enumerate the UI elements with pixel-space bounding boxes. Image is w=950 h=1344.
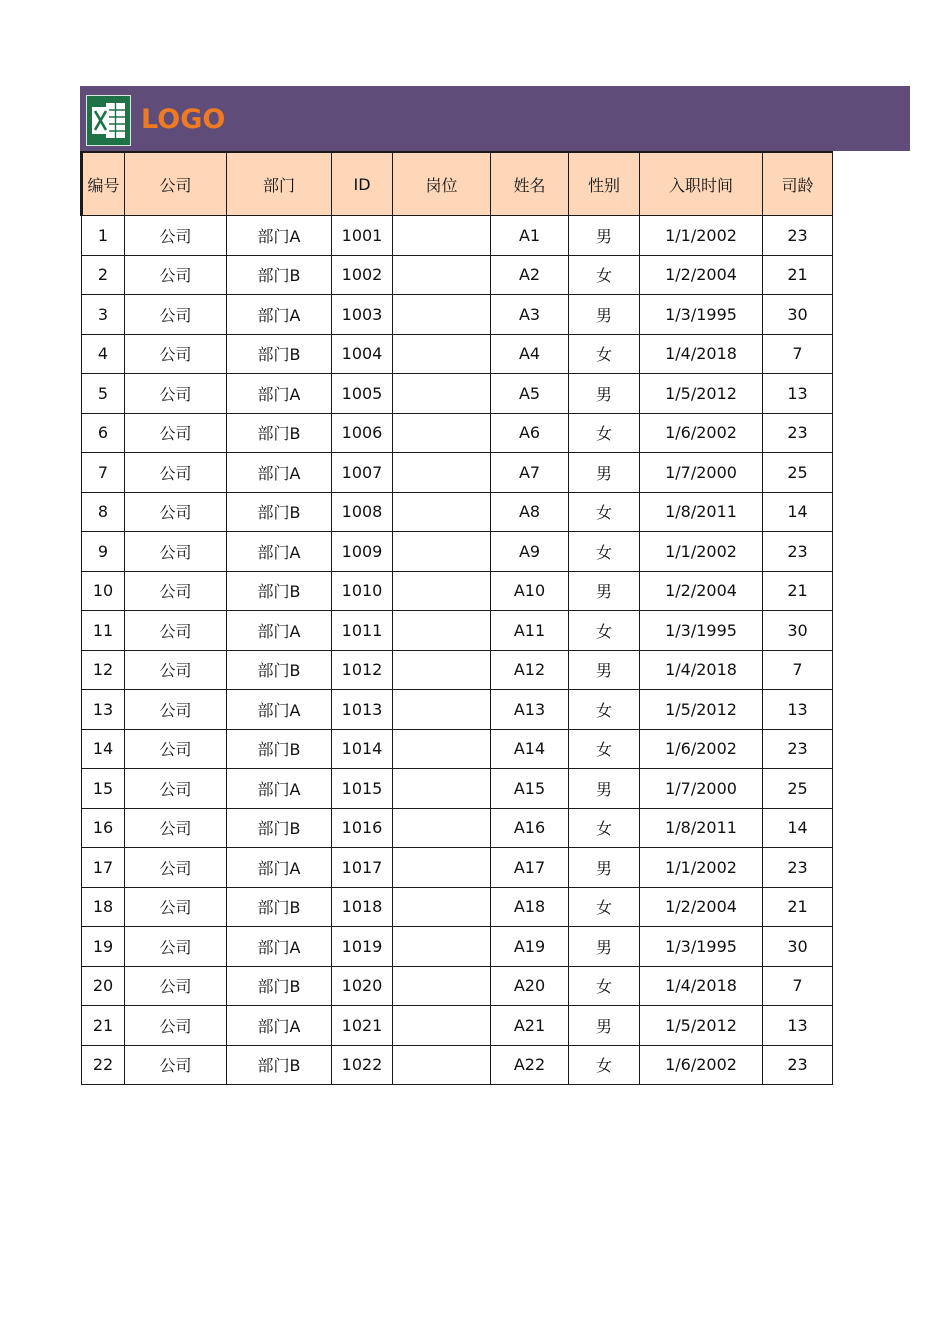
cell-id[interactable]: 1001 bbox=[332, 216, 393, 256]
cell-hire-date[interactable]: 1/3/1995 bbox=[640, 295, 763, 335]
cell-position[interactable] bbox=[393, 1045, 491, 1085]
cell-id[interactable]: 1005 bbox=[332, 374, 393, 414]
cell-company[interactable]: 公司 bbox=[125, 769, 227, 809]
cell-department[interactable]: 部门B bbox=[227, 808, 332, 848]
table-row bbox=[82, 650, 833, 690]
cell-id[interactable]: 1003 bbox=[332, 295, 393, 335]
cell-number[interactable]: 21 bbox=[82, 1006, 125, 1046]
cell-company[interactable]: 公司 bbox=[125, 334, 227, 374]
cell-company[interactable]: 公司 bbox=[125, 453, 227, 493]
cell-company[interactable]: 公司 bbox=[125, 492, 227, 532]
cell-position[interactable] bbox=[393, 374, 491, 414]
cell-name[interactable]: A5 bbox=[491, 374, 569, 414]
cell-position[interactable] bbox=[393, 611, 491, 651]
cell-hire-date[interactable]: 1/6/2002 bbox=[640, 1045, 763, 1085]
cell-name[interactable]: A6 bbox=[491, 413, 569, 453]
table-row bbox=[82, 255, 833, 295]
cell-position[interactable] bbox=[393, 492, 491, 532]
cell-position[interactable] bbox=[393, 690, 491, 730]
table-row bbox=[82, 571, 833, 611]
table-row bbox=[82, 334, 833, 374]
cell-gender[interactable]: 女 bbox=[569, 532, 640, 572]
cell-gender[interactable]: 男 bbox=[569, 453, 640, 493]
cell-name[interactable]: A8 bbox=[491, 492, 569, 532]
cell-company[interactable]: 公司 bbox=[125, 255, 227, 295]
cell-name[interactable]: A12 bbox=[491, 650, 569, 690]
cell-seniority[interactable]: 13 bbox=[763, 374, 833, 414]
cell-hire-date[interactable]: 1/1/2002 bbox=[640, 216, 763, 256]
cell-seniority[interactable]: 23 bbox=[763, 216, 833, 256]
cell-number[interactable]: 16 bbox=[82, 808, 125, 848]
cell-gender[interactable]: 女 bbox=[569, 492, 640, 532]
cell-position[interactable] bbox=[393, 571, 491, 611]
cell-gender[interactable]: 男 bbox=[569, 571, 640, 611]
cell-gender[interactable]: 男 bbox=[569, 1006, 640, 1046]
cell-id[interactable]: 1020 bbox=[332, 966, 393, 1006]
cell-number[interactable]: 15 bbox=[82, 769, 125, 809]
table-row bbox=[82, 453, 833, 493]
cell-department[interactable]: 部门B bbox=[227, 966, 332, 1006]
column-header-seniority: 司龄 bbox=[763, 152, 833, 216]
cell-gender[interactable]: 男 bbox=[569, 769, 640, 809]
cell-gender[interactable]: 男 bbox=[569, 927, 640, 967]
cell-number[interactable]: 18 bbox=[82, 887, 125, 927]
cell-name[interactable]: A10 bbox=[491, 571, 569, 611]
cell-department[interactable]: 部门B bbox=[227, 492, 332, 532]
cell-id[interactable]: 1013 bbox=[332, 690, 393, 730]
cell-gender[interactable]: 男 bbox=[569, 216, 640, 256]
cell-number[interactable]: 20 bbox=[82, 966, 125, 1006]
cell-seniority[interactable]: 7 bbox=[763, 650, 833, 690]
cell-gender[interactable]: 男 bbox=[569, 848, 640, 888]
cell-hire-date[interactable]: 1/4/2018 bbox=[640, 966, 763, 1006]
cell-department[interactable]: 部门B bbox=[227, 650, 332, 690]
column-header-company: 公司 bbox=[125, 152, 227, 216]
cell-department[interactable]: 部门B bbox=[227, 729, 332, 769]
cell-id[interactable]: 1022 bbox=[332, 1045, 393, 1085]
cell-department[interactable]: 部门A bbox=[227, 611, 332, 651]
cell-id[interactable]: 1016 bbox=[332, 808, 393, 848]
table-row bbox=[82, 769, 833, 809]
cell-department[interactable]: 部门B bbox=[227, 334, 332, 374]
cell-company[interactable]: 公司 bbox=[125, 611, 227, 651]
table-row bbox=[82, 611, 833, 651]
cell-number[interactable]: 12 bbox=[82, 650, 125, 690]
cell-department[interactable]: 部门A bbox=[227, 532, 332, 572]
cell-department[interactable]: 部门A bbox=[227, 927, 332, 967]
cell-id[interactable]: 1010 bbox=[332, 571, 393, 611]
cell-name[interactable]: A22 bbox=[491, 1045, 569, 1085]
cell-seniority[interactable]: 13 bbox=[763, 1006, 833, 1046]
cell-seniority[interactable]: 7 bbox=[763, 966, 833, 1006]
cell-seniority[interactable]: 30 bbox=[763, 611, 833, 651]
cell-number[interactable]: 5 bbox=[82, 374, 125, 414]
table-body bbox=[82, 216, 833, 1085]
cell-position[interactable] bbox=[393, 769, 491, 809]
cell-department[interactable]: 部门A bbox=[227, 848, 332, 888]
cell-position[interactable] bbox=[393, 887, 491, 927]
cell-number[interactable]: 8 bbox=[82, 492, 125, 532]
table-row bbox=[82, 927, 833, 967]
cell-company[interactable]: 公司 bbox=[125, 374, 227, 414]
cell-hire-date[interactable]: 1/6/2002 bbox=[640, 413, 763, 453]
cell-company[interactable]: 公司 bbox=[125, 848, 227, 888]
cell-department[interactable]: 部门A bbox=[227, 374, 332, 414]
cell-number[interactable]: 9 bbox=[82, 532, 125, 572]
cell-gender[interactable]: 女 bbox=[569, 611, 640, 651]
cell-gender[interactable]: 女 bbox=[569, 1045, 640, 1085]
cell-number[interactable]: 7 bbox=[82, 453, 125, 493]
cell-seniority[interactable]: 21 bbox=[763, 887, 833, 927]
cell-hire-date[interactable]: 1/3/1995 bbox=[640, 611, 763, 651]
cell-number[interactable]: 3 bbox=[82, 295, 125, 335]
cell-id[interactable]: 1009 bbox=[332, 532, 393, 572]
cell-seniority[interactable]: 25 bbox=[763, 453, 833, 493]
cell-id[interactable]: 1006 bbox=[332, 413, 393, 453]
cell-gender[interactable]: 女 bbox=[569, 887, 640, 927]
cell-seniority[interactable]: 14 bbox=[763, 492, 833, 532]
cell-gender[interactable]: 女 bbox=[569, 255, 640, 295]
cell-id[interactable]: 1019 bbox=[332, 927, 393, 967]
cell-id[interactable]: 1008 bbox=[332, 492, 393, 532]
cell-gender[interactable]: 女 bbox=[569, 729, 640, 769]
cell-company[interactable]: 公司 bbox=[125, 1045, 227, 1085]
cell-seniority[interactable]: 30 bbox=[763, 295, 833, 335]
table-row bbox=[82, 887, 833, 927]
table-row bbox=[82, 729, 833, 769]
cell-hire-date[interactable]: 1/2/2004 bbox=[640, 255, 763, 295]
cell-seniority[interactable]: 30 bbox=[763, 927, 833, 967]
cell-company[interactable]: 公司 bbox=[125, 729, 227, 769]
cell-position[interactable] bbox=[393, 532, 491, 572]
cell-hire-date[interactable]: 1/8/2011 bbox=[640, 808, 763, 848]
cell-company[interactable]: 公司 bbox=[125, 1006, 227, 1046]
cell-gender[interactable]: 男 bbox=[569, 295, 640, 335]
cell-department[interactable]: 部门A bbox=[227, 453, 332, 493]
cell-name[interactable]: A18 bbox=[491, 887, 569, 927]
table-row bbox=[82, 690, 833, 730]
table-row bbox=[82, 808, 833, 848]
cell-name[interactable]: A3 bbox=[491, 295, 569, 335]
cell-seniority[interactable]: 23 bbox=[763, 729, 833, 769]
cell-company[interactable]: 公司 bbox=[125, 413, 227, 453]
cell-name[interactable]: A19 bbox=[491, 927, 569, 967]
cell-number[interactable]: 13 bbox=[82, 690, 125, 730]
cell-position[interactable] bbox=[393, 729, 491, 769]
cell-position[interactable] bbox=[393, 1006, 491, 1046]
cell-gender[interactable]: 女 bbox=[569, 413, 640, 453]
cell-name[interactable]: A2 bbox=[491, 255, 569, 295]
cell-hire-date[interactable]: 1/7/2000 bbox=[640, 769, 763, 809]
cell-position[interactable] bbox=[393, 295, 491, 335]
cell-seniority[interactable]: 13 bbox=[763, 690, 833, 730]
cell-hire-date[interactable]: 1/2/2004 bbox=[640, 571, 763, 611]
column-header-number: 编号 bbox=[82, 152, 125, 216]
cell-company[interactable]: 公司 bbox=[125, 927, 227, 967]
cell-name[interactable]: A1 bbox=[491, 216, 569, 256]
cell-company[interactable]: 公司 bbox=[125, 216, 227, 256]
cell-gender[interactable]: 女 bbox=[569, 690, 640, 730]
cell-number[interactable]: 14 bbox=[82, 729, 125, 769]
table-row bbox=[82, 1045, 833, 1085]
cell-name[interactable]: A20 bbox=[491, 966, 569, 1006]
cell-hire-date[interactable]: 1/5/2012 bbox=[640, 374, 763, 414]
cell-id[interactable]: 1017 bbox=[332, 848, 393, 888]
cell-department[interactable]: 部门B bbox=[227, 571, 332, 611]
cell-department[interactable]: 部门A bbox=[227, 1006, 332, 1046]
cell-department[interactable]: 部门A bbox=[227, 216, 332, 256]
cell-gender[interactable]: 男 bbox=[569, 650, 640, 690]
table-row bbox=[82, 532, 833, 572]
cell-company[interactable]: 公司 bbox=[125, 808, 227, 848]
cell-seniority[interactable]: 21 bbox=[763, 571, 833, 611]
cell-name[interactable]: A15 bbox=[491, 769, 569, 809]
cell-department[interactable]: 部门B bbox=[227, 413, 332, 453]
cell-hire-date[interactable]: 1/4/2018 bbox=[640, 650, 763, 690]
logo-text: LOGO bbox=[141, 104, 226, 135]
cell-department[interactable]: 部门B bbox=[227, 887, 332, 927]
cell-seniority[interactable]: 7 bbox=[763, 334, 833, 374]
table-row bbox=[82, 295, 833, 335]
cell-position[interactable] bbox=[393, 966, 491, 1006]
cell-hire-date[interactable]: 1/8/2011 bbox=[640, 492, 763, 532]
table-header-row bbox=[82, 152, 833, 216]
cell-hire-date[interactable]: 1/3/1995 bbox=[640, 927, 763, 967]
cell-hire-date[interactable]: 1/5/2012 bbox=[640, 690, 763, 730]
cell-seniority[interactable]: 23 bbox=[763, 848, 833, 888]
cell-id[interactable]: 1011 bbox=[332, 611, 393, 651]
cell-hire-date[interactable]: 1/6/2002 bbox=[640, 729, 763, 769]
cell-company[interactable]: 公司 bbox=[125, 887, 227, 927]
cell-position[interactable] bbox=[393, 927, 491, 967]
table-row bbox=[82, 966, 833, 1006]
cell-hire-date[interactable]: 1/1/2002 bbox=[640, 532, 763, 572]
column-header-name: 姓名 bbox=[491, 152, 569, 216]
cell-name[interactable]: A16 bbox=[491, 808, 569, 848]
cell-company[interactable]: 公司 bbox=[125, 295, 227, 335]
cell-name[interactable]: A11 bbox=[491, 611, 569, 651]
column-header-hire-date: 入职时间 bbox=[640, 152, 763, 216]
cell-seniority[interactable]: 21 bbox=[763, 255, 833, 295]
cell-position[interactable] bbox=[393, 255, 491, 295]
cell-gender[interactable]: 女 bbox=[569, 808, 640, 848]
cell-number[interactable]: 17 bbox=[82, 848, 125, 888]
cell-hire-date[interactable]: 1/2/2004 bbox=[640, 887, 763, 927]
cell-number[interactable]: 22 bbox=[82, 1045, 125, 1085]
cell-name[interactable]: A4 bbox=[491, 334, 569, 374]
cell-position[interactable] bbox=[393, 334, 491, 374]
cell-name[interactable]: A17 bbox=[491, 848, 569, 888]
cell-id[interactable]: 1007 bbox=[332, 453, 393, 493]
cell-name[interactable]: A7 bbox=[491, 453, 569, 493]
cell-name[interactable]: A9 bbox=[491, 532, 569, 572]
cell-number[interactable]: 6 bbox=[82, 413, 125, 453]
cell-position[interactable] bbox=[393, 216, 491, 256]
cell-seniority[interactable]: 23 bbox=[763, 1045, 833, 1085]
table-row bbox=[82, 216, 833, 256]
cell-name[interactable]: A21 bbox=[491, 1006, 569, 1046]
cell-hire-date[interactable]: 1/7/2000 bbox=[640, 453, 763, 493]
cell-position[interactable] bbox=[393, 413, 491, 453]
cell-company[interactable]: 公司 bbox=[125, 966, 227, 1006]
cell-id[interactable]: 1012 bbox=[332, 650, 393, 690]
cell-company[interactable]: 公司 bbox=[125, 532, 227, 572]
cell-seniority[interactable]: 25 bbox=[763, 769, 833, 809]
cell-department[interactable]: 部门A bbox=[227, 769, 332, 809]
cell-number[interactable]: 19 bbox=[82, 927, 125, 967]
cell-gender[interactable]: 男 bbox=[569, 374, 640, 414]
cell-number[interactable]: 10 bbox=[82, 571, 125, 611]
cell-name[interactable]: A14 bbox=[491, 729, 569, 769]
table-row bbox=[82, 1006, 833, 1046]
table-row bbox=[82, 848, 833, 888]
cell-company[interactable]: 公司 bbox=[125, 690, 227, 730]
cell-id[interactable]: 1002 bbox=[332, 255, 393, 295]
column-header-position: 岗位 bbox=[393, 152, 491, 216]
cell-gender[interactable]: 女 bbox=[569, 966, 640, 1006]
cell-position[interactable] bbox=[393, 848, 491, 888]
cell-company[interactable]: 公司 bbox=[125, 650, 227, 690]
column-header-id: ID bbox=[332, 152, 393, 216]
cell-id[interactable]: 1018 bbox=[332, 887, 393, 927]
column-header-department: 部门 bbox=[227, 152, 332, 216]
table-row bbox=[82, 492, 833, 532]
cell-seniority[interactable]: 14 bbox=[763, 808, 833, 848]
cell-hire-date[interactable]: 1/1/2002 bbox=[640, 848, 763, 888]
cell-id[interactable]: 1004 bbox=[332, 334, 393, 374]
cell-gender[interactable]: 女 bbox=[569, 334, 640, 374]
cell-department[interactable]: 部门A bbox=[227, 690, 332, 730]
cell-position[interactable] bbox=[393, 808, 491, 848]
excel-icon bbox=[86, 95, 131, 146]
cell-position[interactable] bbox=[393, 650, 491, 690]
cell-hire-date[interactable]: 1/5/2012 bbox=[640, 1006, 763, 1046]
cell-number[interactable]: 1 bbox=[82, 216, 125, 256]
cell-seniority[interactable]: 23 bbox=[763, 532, 833, 572]
cell-position[interactable] bbox=[393, 453, 491, 493]
cell-id[interactable]: 1015 bbox=[332, 769, 393, 809]
cell-hire-date[interactable]: 1/4/2018 bbox=[640, 334, 763, 374]
cell-department[interactable]: 部门B bbox=[227, 255, 332, 295]
table-row bbox=[82, 413, 833, 453]
cell-number[interactable]: 2 bbox=[82, 255, 125, 295]
cell-id[interactable]: 1014 bbox=[332, 729, 393, 769]
table-row bbox=[82, 374, 833, 414]
cell-number[interactable]: 11 bbox=[82, 611, 125, 651]
cell-number[interactable]: 4 bbox=[82, 334, 125, 374]
employee-table bbox=[80, 151, 833, 1085]
cell-id[interactable]: 1021 bbox=[332, 1006, 393, 1046]
cell-department[interactable]: 部门B bbox=[227, 1045, 332, 1085]
cell-company[interactable]: 公司 bbox=[125, 571, 227, 611]
cell-department[interactable]: 部门A bbox=[227, 295, 332, 335]
cell-seniority[interactable]: 23 bbox=[763, 413, 833, 453]
cell-name[interactable]: A13 bbox=[491, 690, 569, 730]
column-header-gender: 性别 bbox=[569, 152, 640, 216]
